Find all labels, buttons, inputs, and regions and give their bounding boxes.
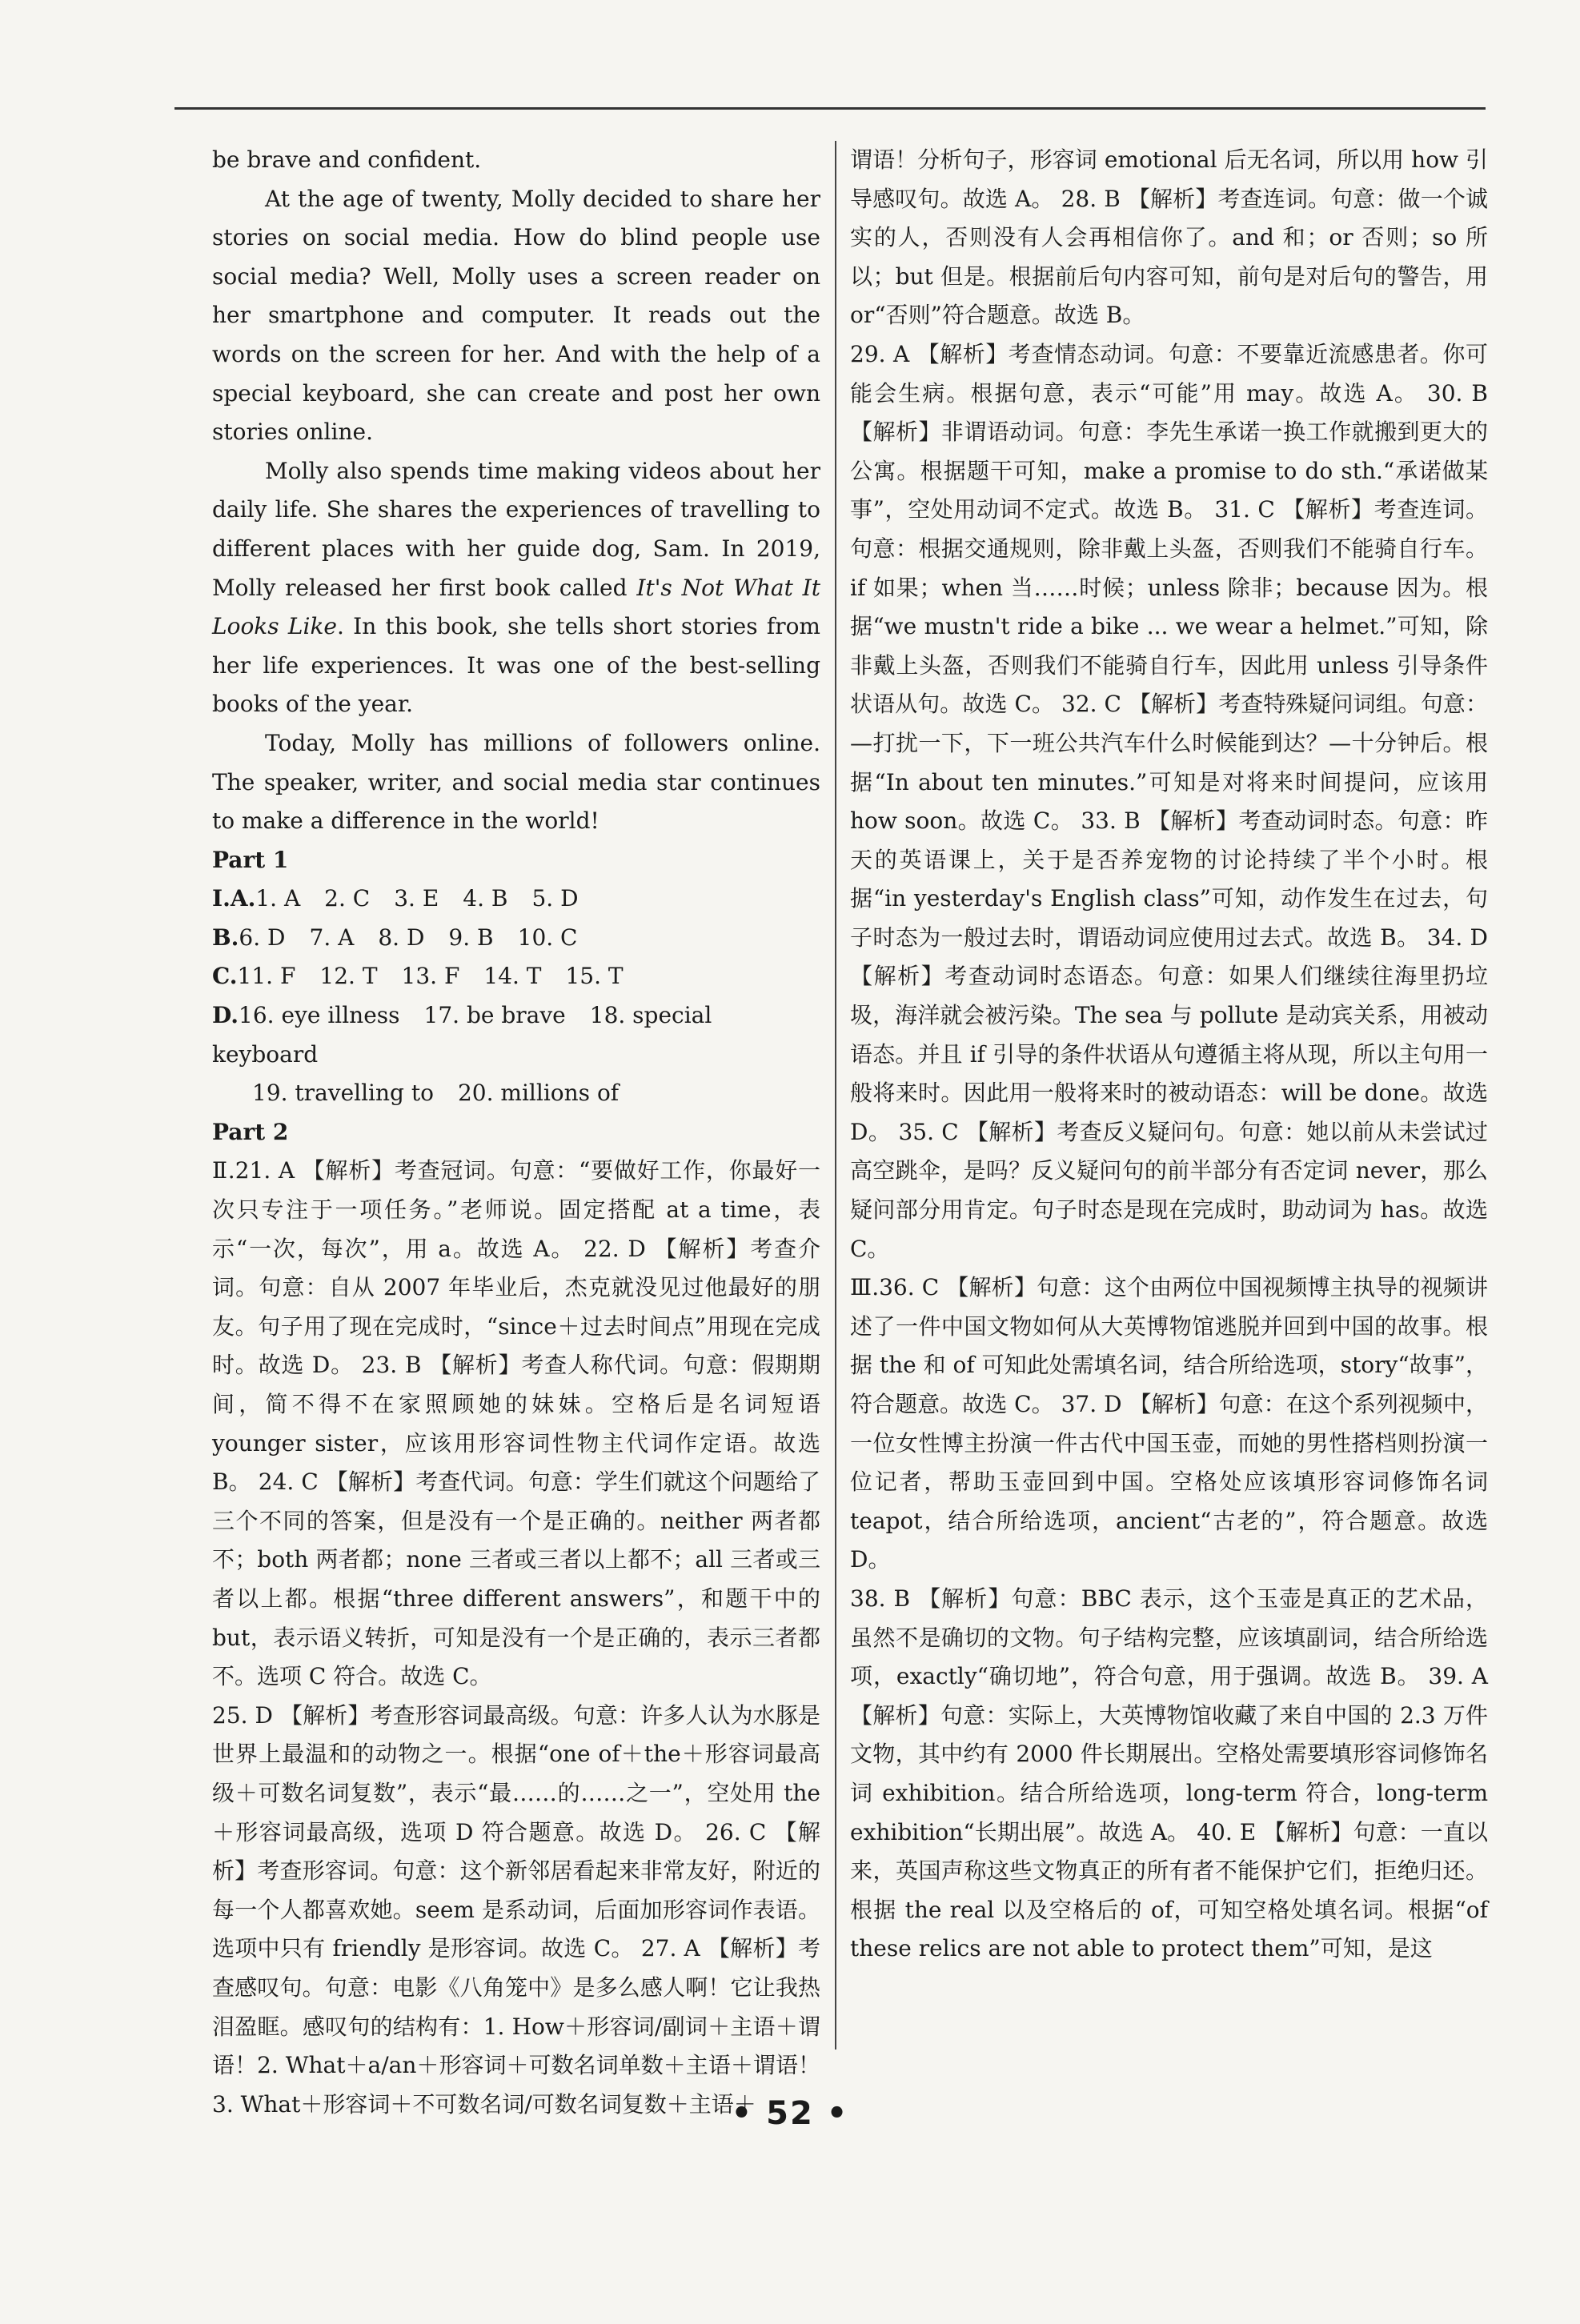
answer-label: C.: [212, 963, 238, 990]
answer-item: 16. eye illness: [239, 1002, 400, 1029]
answer-item: 17. be brave: [423, 1002, 566, 1029]
passage-paragraph: [212, 452, 820, 724]
explanation-block: 29. A 【解析】考查情态动词。句意：不要靠近流感患者。你可能会生病。根据句意，表示“可能”用 may。故选 A。 30. B 【解析】非谓语动词。句意：李先生承诺一换工作就搬到更大的公寓。根据题干可知，make a promise to do sth.“承诺做某事”，空处用动词不定式。故选 B。 31. C 【解析】考查连词。句意：根据交通规则，除非戴上头盔，否则我们不能骑自行车。if 如果；when 当……时候；unless 除非；because 因为。根据“we mustn't ride a bike ... we wear a helmet.”可知，除非戴上头盔，否则我们不能骑自行车，因此用 unless 引导条件状语从句。故选 C。 32. C 【解析】考查特殊疑问词组。句意：—打扰一下，下一班公共汽车什么时候能到达？—十分钟后。根据“In about ten minutes.”可知是对将来时间提问，应该用 how soon。故选 C。 33. B 【解析】考查动词时态。句意：昨天的英语课上，关于是否养宠物的讨论持续了半个小时。根据“in yesterday's English class”可知，动作发生在过去，句子时态为一般过去时，谓语动词应使用过去式。故选 B。 34. D 【解析】考查动词时态语态。句意：如果人们继续往海里扔垃圾，海洋就会被污染。The sea 与 pollute 是动宾关系，用被动语态。并且 if 引导的条件状语从句遵循主将从现，所以主句用一般将来时。因此用一般将来时的被动语态：will be done。故选 D。 35. C 【解析】考查反义疑问句。句意：她以前从未尝试过高空跳伞，是吗？反义疑问句的前半部分有否定词 never，那么疑问部分用肯定。句子时态是现在完成时，助动词为 has。故选 C。: [850, 340, 1488, 1262]
answer-item: 10. C: [517, 924, 578, 951]
explanation-block: 38. B 【解析】句意：BBC 表示，这个玉壶是真正的艺术品，虽然不是确切的文物。句子结构完整，应该填副词，结合所给选项，exactly“确切地”，符合句意，用于强调。故选 B。 39. A 【解析】句意：实际上，大英博物馆收藏了来自中国的 2.3 万件文物，其中约有 2000 件长期展出。空格处需要填形容词修饰名词 exhibition。结合所给选项，long-term 符合，long-term exhibition“长期出展”。故选 A。 40. E 【解析】句意：一直以来，英国声称这些文物真正的所有者不能保护它们，拒绝归还。根据 the real 以及空格后的 of，可知空格处填名词。根据“of these relics are not able to protect them”可知，是这: [850, 1585, 1488, 1962]
left-column: [212, 141, 820, 2124]
part2-heading: Part 2: [212, 1118, 289, 1145]
answer-item: 18. special keyboard: [212, 1002, 712, 1068]
passage-text: Molly also spends time making videos about her daily life. She shares the experiences of travelling to different places with her guide dog, Sam. In 2019, Molly released her first book called: [212, 457, 820, 601]
answer-label: Ⅰ.A.: [212, 885, 256, 912]
answer-item: 6. D: [239, 924, 286, 951]
passage-paragraph: At the age of twenty, Molly decided to share her stories on social media. How do blind people use social media? Well, Molly uses a screen reader on her smartphone and computer. It reads out the words on the screen for her. And with the help of a special keyboard, she can create and post her own stories online.: [212, 185, 820, 446]
answer-row: [212, 919, 820, 958]
passage-paragraph: Today, Molly has millions of followers online. The speaker, writer, and social media star continues to make a difference in the world!: [212, 729, 820, 835]
answer-item: 2. C: [324, 885, 371, 912]
explanation-block: Ⅱ.21. A 【解析】考查冠词。句意：“要做好工作，你最好一次只专注于一项任务。”老师说。固定搭配 at a time，表示“一次，每次”，用 a。故选 A。 22. D 【解析】考查介词。句意：自从 2007 年毕业后，杰克就没见过他最好的朋友。句子用了现在完成时，“since＋过去时间点”用现在完成时。故选 D。 23. B 【解析】考查人称代词。句意：假期期间，简不得不在家照顾她的妹妹。空格后是名词短语 younger sister，应该用形容词性物主代词作定语。故选 B。 24. C 【解析】考查代词。句意：学生们就这个问题给了三个不同的答案，但是没有一个是正确的。neither 两者都不；both 两者都；none 三者或三者以上都不；all 三者或三者以上都。根据“three different answers”，和题干中的 but，表示语义转折，可知是没有一个是正确的，表示三者都不。选项 C 符合。故选 C。: [212, 1157, 820, 1690]
book-title: It's Not What It Looks Like: [212, 574, 820, 640]
answer-item: 4. B: [463, 885, 508, 912]
answer-item: 11. F: [237, 963, 296, 990]
answer-item: 15. T: [565, 963, 624, 990]
page-number: • 52 •: [731, 2095, 849, 2132]
part1-heading: Part 1: [212, 846, 289, 873]
answer-item: 3. E: [394, 885, 439, 912]
passage-line: be brave and confident.: [212, 146, 482, 173]
answer-item: 12. T: [319, 963, 378, 990]
explanation-block: 谓语！分析句子，形容词 emotional 后无名词，所以用 how 引导感叹句。故选 A。 28. B 【解析】考查连词。句意：做一个诚实的人，否则没有人会再相信你了。and 和；or 否则；so 所以；but 但是。根据前后句内容可知，前句是对后句的警告，用 or“否则”符合题意。故选 B。: [850, 146, 1488, 329]
answer-item: 14. T: [483, 963, 542, 990]
answer-item: 8. D: [378, 924, 425, 951]
answer-label: B.: [212, 924, 239, 951]
answer-row: [212, 1074, 820, 1113]
answer-row: [212, 996, 820, 1074]
answer-item: 9. B: [448, 924, 494, 951]
answer-item: 20. millions of: [457, 1080, 620, 1107]
top-rule: [174, 107, 1486, 110]
answer-item: 19. travelling to: [252, 1080, 434, 1107]
answer-label: D.: [212, 1002, 239, 1029]
answer-item: 13. F: [401, 963, 460, 990]
explanation-block: Ⅲ.36. C 【解析】句意：这个由两位中国视频博主执导的视频讲述了一件中国文物如何从大英博物馆逃脱并回到中国的故事。根据 the 和 of 可知此处需填名词，结合所给选项，story“故事”，符合题意。故选 C。 37. D 【解析】句意：在这个系列视频中，一位女性博主扮演一件古代中国玉壶，而她的男性搭档则扮演一位记者，帮助玉壶回到中国。空格处应该填形容词修饰名词 teapot，结合所给选项，ancient“古老的”，符合题意。故选 D。: [850, 1274, 1488, 1573]
right-column: [850, 141, 1488, 1969]
column-divider: [835, 141, 836, 2050]
passage-text: . In this book, she tells short stories from her life experiences. It was one of the best-selling books of the year.: [212, 613, 820, 718]
answer-row: [212, 957, 820, 996]
answer-item: 5. D: [531, 885, 579, 912]
answer-item: 1. A: [255, 885, 301, 912]
answer-row: [212, 880, 820, 919]
answer-item: 7. A: [309, 924, 355, 951]
explanation-block: 25. D 【解析】考查形容词最高级。句意：许多人认为水豚是世界上最温和的动物之一。根据“one of＋the＋形容词最高级＋可数名词复数”，表示“最……的……之一”，空处用 the＋形容词最高级，选项 D 符合题意。故选 D。 26. C 【解析】考查形容词。句意：这个新邻居看起来非常友好，附近的每一个人都喜欢她。seem 是系动词，后面加形容词作表语。选项中只有 friendly 是形容词。故选 C。 27. A 【解析】考查感叹句。句意：电影《八角笼中》是多么感人啊！它让我热泪盈眶。感叹句的结构有：1. How＋形容词/副词＋主语＋谓语！2. What＋a/an＋形容词＋可数名词单数＋主语＋谓语！3. What＋形容词＋不可数名词/可数名词复数＋主语＋: [212, 1701, 820, 2118]
